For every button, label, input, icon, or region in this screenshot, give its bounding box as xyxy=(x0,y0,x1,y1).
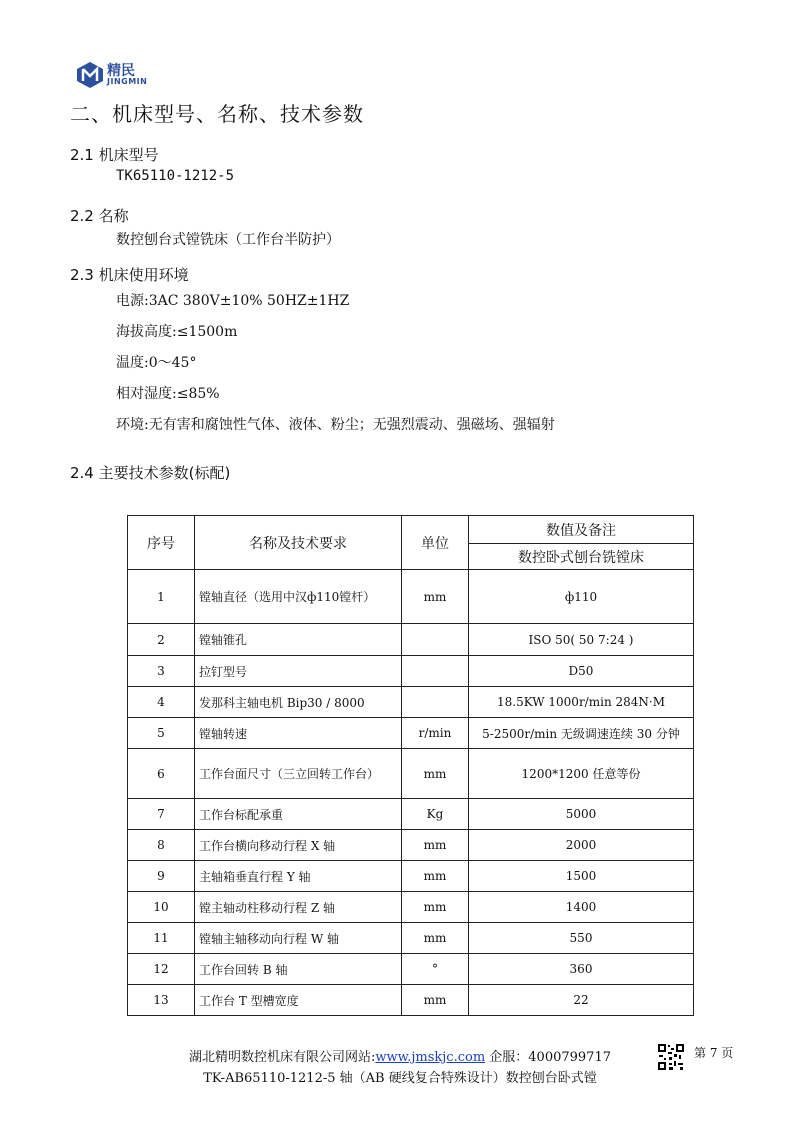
cell-name: 镗轴锥孔 xyxy=(195,624,402,656)
cell-unit xyxy=(402,624,469,656)
env-line: 环境:无有害和腐蚀性气体、液体、粉尘；无强烈震动、强磁场、强辐射 xyxy=(116,417,555,433)
section-2-4-title: 2.4 主要技术参数(标配) xyxy=(70,464,231,482)
section-2-1-title: 2.1 机床型号 xyxy=(70,146,159,164)
cell-name: 工作台面尺寸（三立回转工作台） xyxy=(195,749,402,799)
table-row xyxy=(128,570,694,624)
cell-value: 18.5KW 1000r/min 284N·M xyxy=(469,687,694,718)
cell-unit: mm xyxy=(402,923,469,954)
cell-no: 5 xyxy=(128,718,195,749)
footer-service: 企服：4000799717 xyxy=(485,1050,611,1065)
cell-no: 6 xyxy=(128,749,195,799)
cell-no: 1 xyxy=(128,570,195,624)
cell-no: 8 xyxy=(128,830,195,861)
cell-name: 镗主轴动柱移动行程 Z 轴 xyxy=(195,892,402,923)
header-value: 数值及备注 xyxy=(469,516,694,544)
page-number: 第 7 页 xyxy=(694,1046,734,1060)
cell-name: 镗轴主轴移动向行程 W 轴 xyxy=(195,923,402,954)
cell-unit: ° xyxy=(402,954,469,985)
env-line: 海拔高度:≤1500m xyxy=(116,324,238,340)
footer-company: 湖北精明数控机床有限公司网站: xyxy=(189,1050,376,1065)
jm-logo-icon xyxy=(76,61,104,89)
spec-table xyxy=(127,515,694,1016)
cell-value: 360 xyxy=(469,954,694,985)
cell-name: 工作台标配承重 xyxy=(195,799,402,830)
env-line: 电源:3AC 380V±10% 50HZ±1HZ xyxy=(116,293,350,309)
cell-no: 4 xyxy=(128,687,195,718)
env-line: 温度:0～45° xyxy=(116,355,197,371)
cell-no: 2 xyxy=(128,624,195,656)
table-row xyxy=(128,624,694,656)
section-2-2-title: 2.2 名称 xyxy=(70,207,129,225)
env-line: 相对湿度:≤85% xyxy=(116,386,220,402)
cell-name: 发那科主轴电机 Bip30 / 8000 xyxy=(195,687,402,718)
cell-value: D50 xyxy=(469,656,694,687)
table-row xyxy=(128,954,694,985)
table-row xyxy=(128,985,694,1016)
company-logo xyxy=(76,60,176,90)
cell-no: 13 xyxy=(128,985,195,1016)
cell-unit xyxy=(402,687,469,718)
cell-no: 10 xyxy=(128,892,195,923)
cell-name: 镗轴直径（选用中汉ф110镗杆） xyxy=(195,570,402,624)
page-heading: 二、机床型号、名称、技术参数 xyxy=(70,102,364,126)
table-row xyxy=(128,749,694,799)
cell-unit: r/min xyxy=(402,718,469,749)
cell-value: ISO 50( 50 7:24 ) xyxy=(469,624,694,656)
table-row xyxy=(128,718,694,749)
cell-name: 工作台回转 B 轴 xyxy=(195,954,402,985)
cell-value: 550 xyxy=(469,923,694,954)
header-name: 名称及技术要求 xyxy=(195,516,402,570)
cell-value: ф110 xyxy=(469,570,694,624)
header-no: 序号 xyxy=(128,516,195,570)
logo-cn: 精民 xyxy=(107,63,135,79)
table-row xyxy=(128,799,694,830)
cell-unit: mm xyxy=(402,570,469,624)
table-row xyxy=(128,687,694,718)
cell-value: 5000 xyxy=(469,799,694,830)
cell-unit: mm xyxy=(402,985,469,1016)
cell-value: 5-2500r/min 无级调速连续 30 分钟 xyxy=(469,718,694,749)
cell-no: 3 xyxy=(128,656,195,687)
section-2-3-title: 2.3 机床使用环境 xyxy=(70,266,189,284)
cell-no: 12 xyxy=(128,954,195,985)
cell-value: 1400 xyxy=(469,892,694,923)
cell-unit: mm xyxy=(402,861,469,892)
table-row xyxy=(128,892,694,923)
cell-no: 9 xyxy=(128,861,195,892)
table-row xyxy=(128,861,694,892)
cell-name: 工作台横向移动行程 X 轴 xyxy=(195,830,402,861)
cell-name: 镗轴转速 xyxy=(195,718,402,749)
cell-unit: mm xyxy=(402,830,469,861)
cell-value: 22 xyxy=(469,985,694,1016)
cell-name: 主轴箱垂直行程 Y 轴 xyxy=(195,861,402,892)
logo-en: JINGMIN xyxy=(107,77,148,86)
footer-doc-title: TK-AB65110-1212-5 轴（AB 硬线复合特殊设计）数控刨台卧式镗 xyxy=(203,1071,597,1086)
cell-value: 2000 xyxy=(469,830,694,861)
cell-unit: Kg xyxy=(402,799,469,830)
cell-unit: mm xyxy=(402,892,469,923)
cell-no: 11 xyxy=(128,923,195,954)
table-row xyxy=(128,656,694,687)
footer-website-link[interactable]: www.jmskjc.com xyxy=(375,1050,486,1065)
cell-name: 拉钉型号 xyxy=(195,656,402,687)
cell-value: 1200*1200 任意等份 xyxy=(469,749,694,799)
machine-model: TK65110-1212-5 xyxy=(116,168,235,184)
machine-name: 数控刨台式镗铣床（工作台半防护） xyxy=(116,232,340,248)
table-row xyxy=(128,923,694,954)
table-row xyxy=(128,830,694,861)
cell-unit: mm xyxy=(402,749,469,799)
header-unit: 单位 xyxy=(402,516,469,570)
qr-code-icon xyxy=(657,1043,685,1071)
header-value-sub: 数控卧式刨台铣镗床 xyxy=(469,544,694,570)
cell-name: 工作台 T 型槽宽度 xyxy=(195,985,402,1016)
cell-value: 1500 xyxy=(469,861,694,892)
cell-unit xyxy=(402,656,469,687)
cell-no: 7 xyxy=(128,799,195,830)
